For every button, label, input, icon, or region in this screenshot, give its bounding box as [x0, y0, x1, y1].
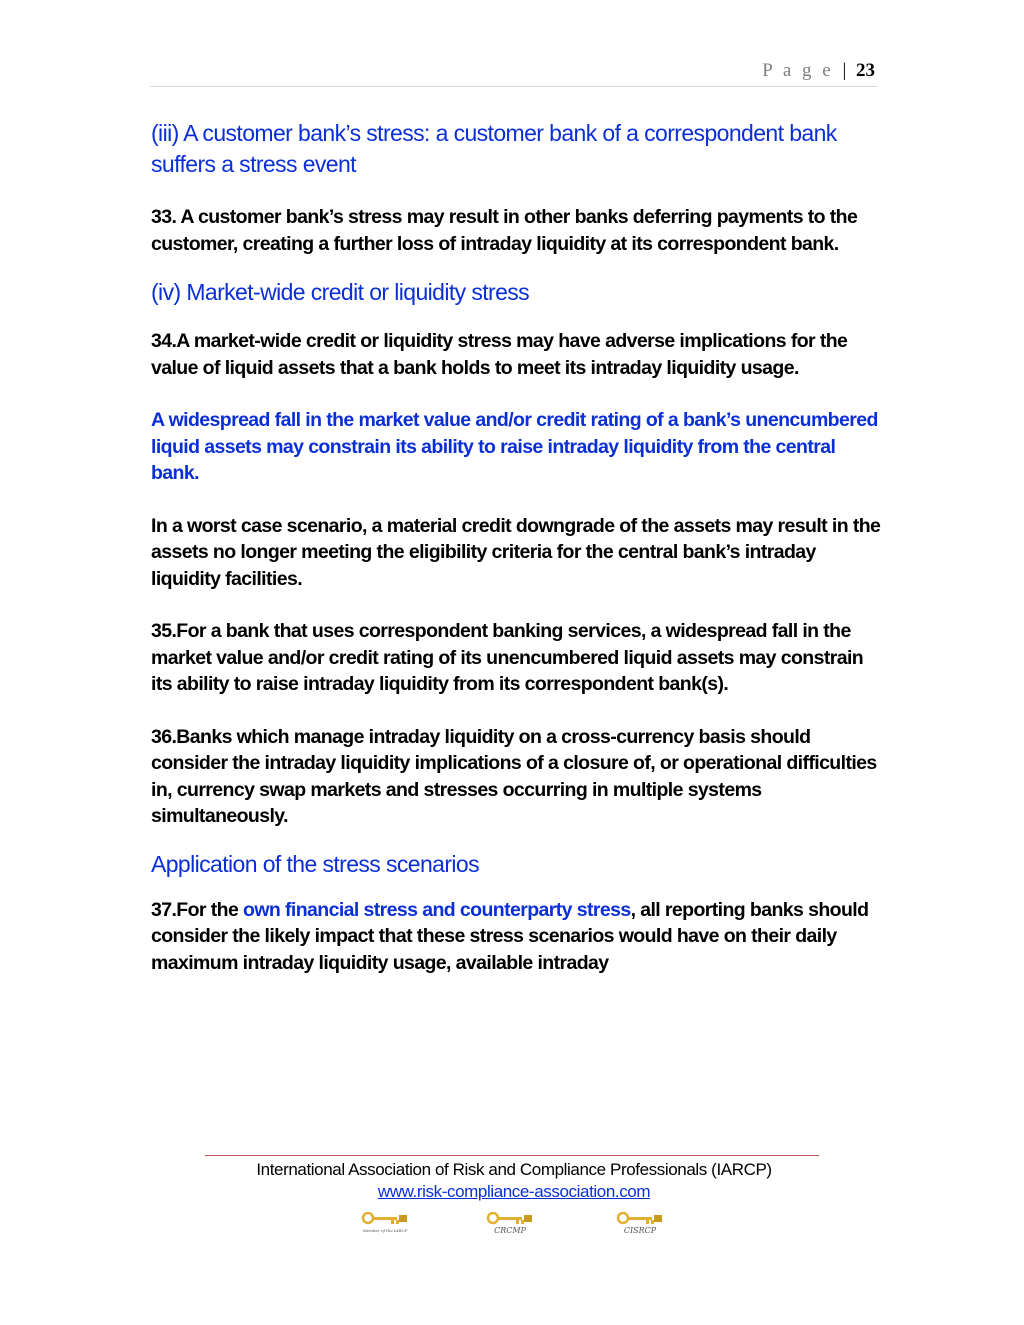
paragraph-worst-case: In a worst case scenario, a material credit downgrade of the assets may result in the assets no longer meeting the eligibility criteria for the central bank’s intraday liquidity facilities. — [151, 514, 881, 590]
paragraph-35: 35.For a bank that uses correspondent banking services, a widespread fall in the market value and/or credit rating of its unencumbered liquid assets may constrain its ability to raise intraday liquidity from its correspondent bank(s). — [151, 620, 864, 695]
page-number-value: 23 — [856, 60, 875, 81]
paragraph-37 — [151, 897, 881, 977]
paragraph-36: 36.Banks which manage intraday liquidity on a cross-currency basis should consider the intraday liquidity implications of a closure of, or operational difficulties in, currency swap markets and stresses occurring in multiple systems simultaneously. — [151, 725, 877, 827]
paragraph-37-rest: , all reporting banks should consider the likely impact that these stress scenarios would have on their daily maximum intraday liquidity usage, available intraday — [151, 898, 869, 974]
page-header — [150, 58, 877, 87]
logo-member-iarcp — [361, 1212, 409, 1238]
footer-organization: International Association of Risk and Compliance Professionals (IARCP) — [256, 1160, 772, 1179]
logo-crcmp — [486, 1212, 534, 1238]
heading-application-stress-scenarios: Application of the stress scenarios — [151, 850, 480, 877]
key-icon — [361, 1212, 409, 1226]
logo-label: CISRCP — [623, 1226, 657, 1235]
paragraph-34: 34.A market-wide credit or liquidity stress may have adverse implications for the value of liquid assets that a bank holds to meet its intraday liquidity usage. — [151, 330, 848, 379]
footer-divider — [205, 1155, 819, 1156]
footer-website-link[interactable]: www.risk-compliance-association.com — [377, 1182, 651, 1201]
logo-label: Member of the IARCP — [362, 1228, 408, 1233]
page-content — [151, 118, 881, 976]
key-icon — [616, 1212, 664, 1226]
heading-market-wide-stress: (iv) Market-wide credit or liquidity stress — [151, 279, 530, 305]
paragraph-widespread-fall: A widespread fall in the market value and/or credit rating of a bank’s unencumbered liquid assets may constrain its ability to raise intraday liquidity from the central bank. — [151, 409, 878, 484]
logo-cisrcp — [616, 1212, 664, 1238]
page-separator: | — [842, 60, 847, 81]
paragraph-37-start: 37.For the — [151, 898, 244, 921]
page-label: P a g e — [762, 60, 834, 81]
key-icon — [486, 1212, 534, 1226]
heading-customer-bank-stress: (iii) A customer bank’s stress: a customer bank of a correspondent bank suffers a stress event — [151, 120, 837, 177]
logo-label: CRCMP — [494, 1226, 526, 1235]
paragraph-37-highlight: own financial stress and counterparty stress — [243, 898, 631, 921]
page-number — [762, 60, 875, 82]
paragraph-33: 33. A customer bank’s stress may result in other banks deferring payments to the customer, creating a further loss of intraday liquidity at its correspondent bank. — [151, 206, 858, 255]
